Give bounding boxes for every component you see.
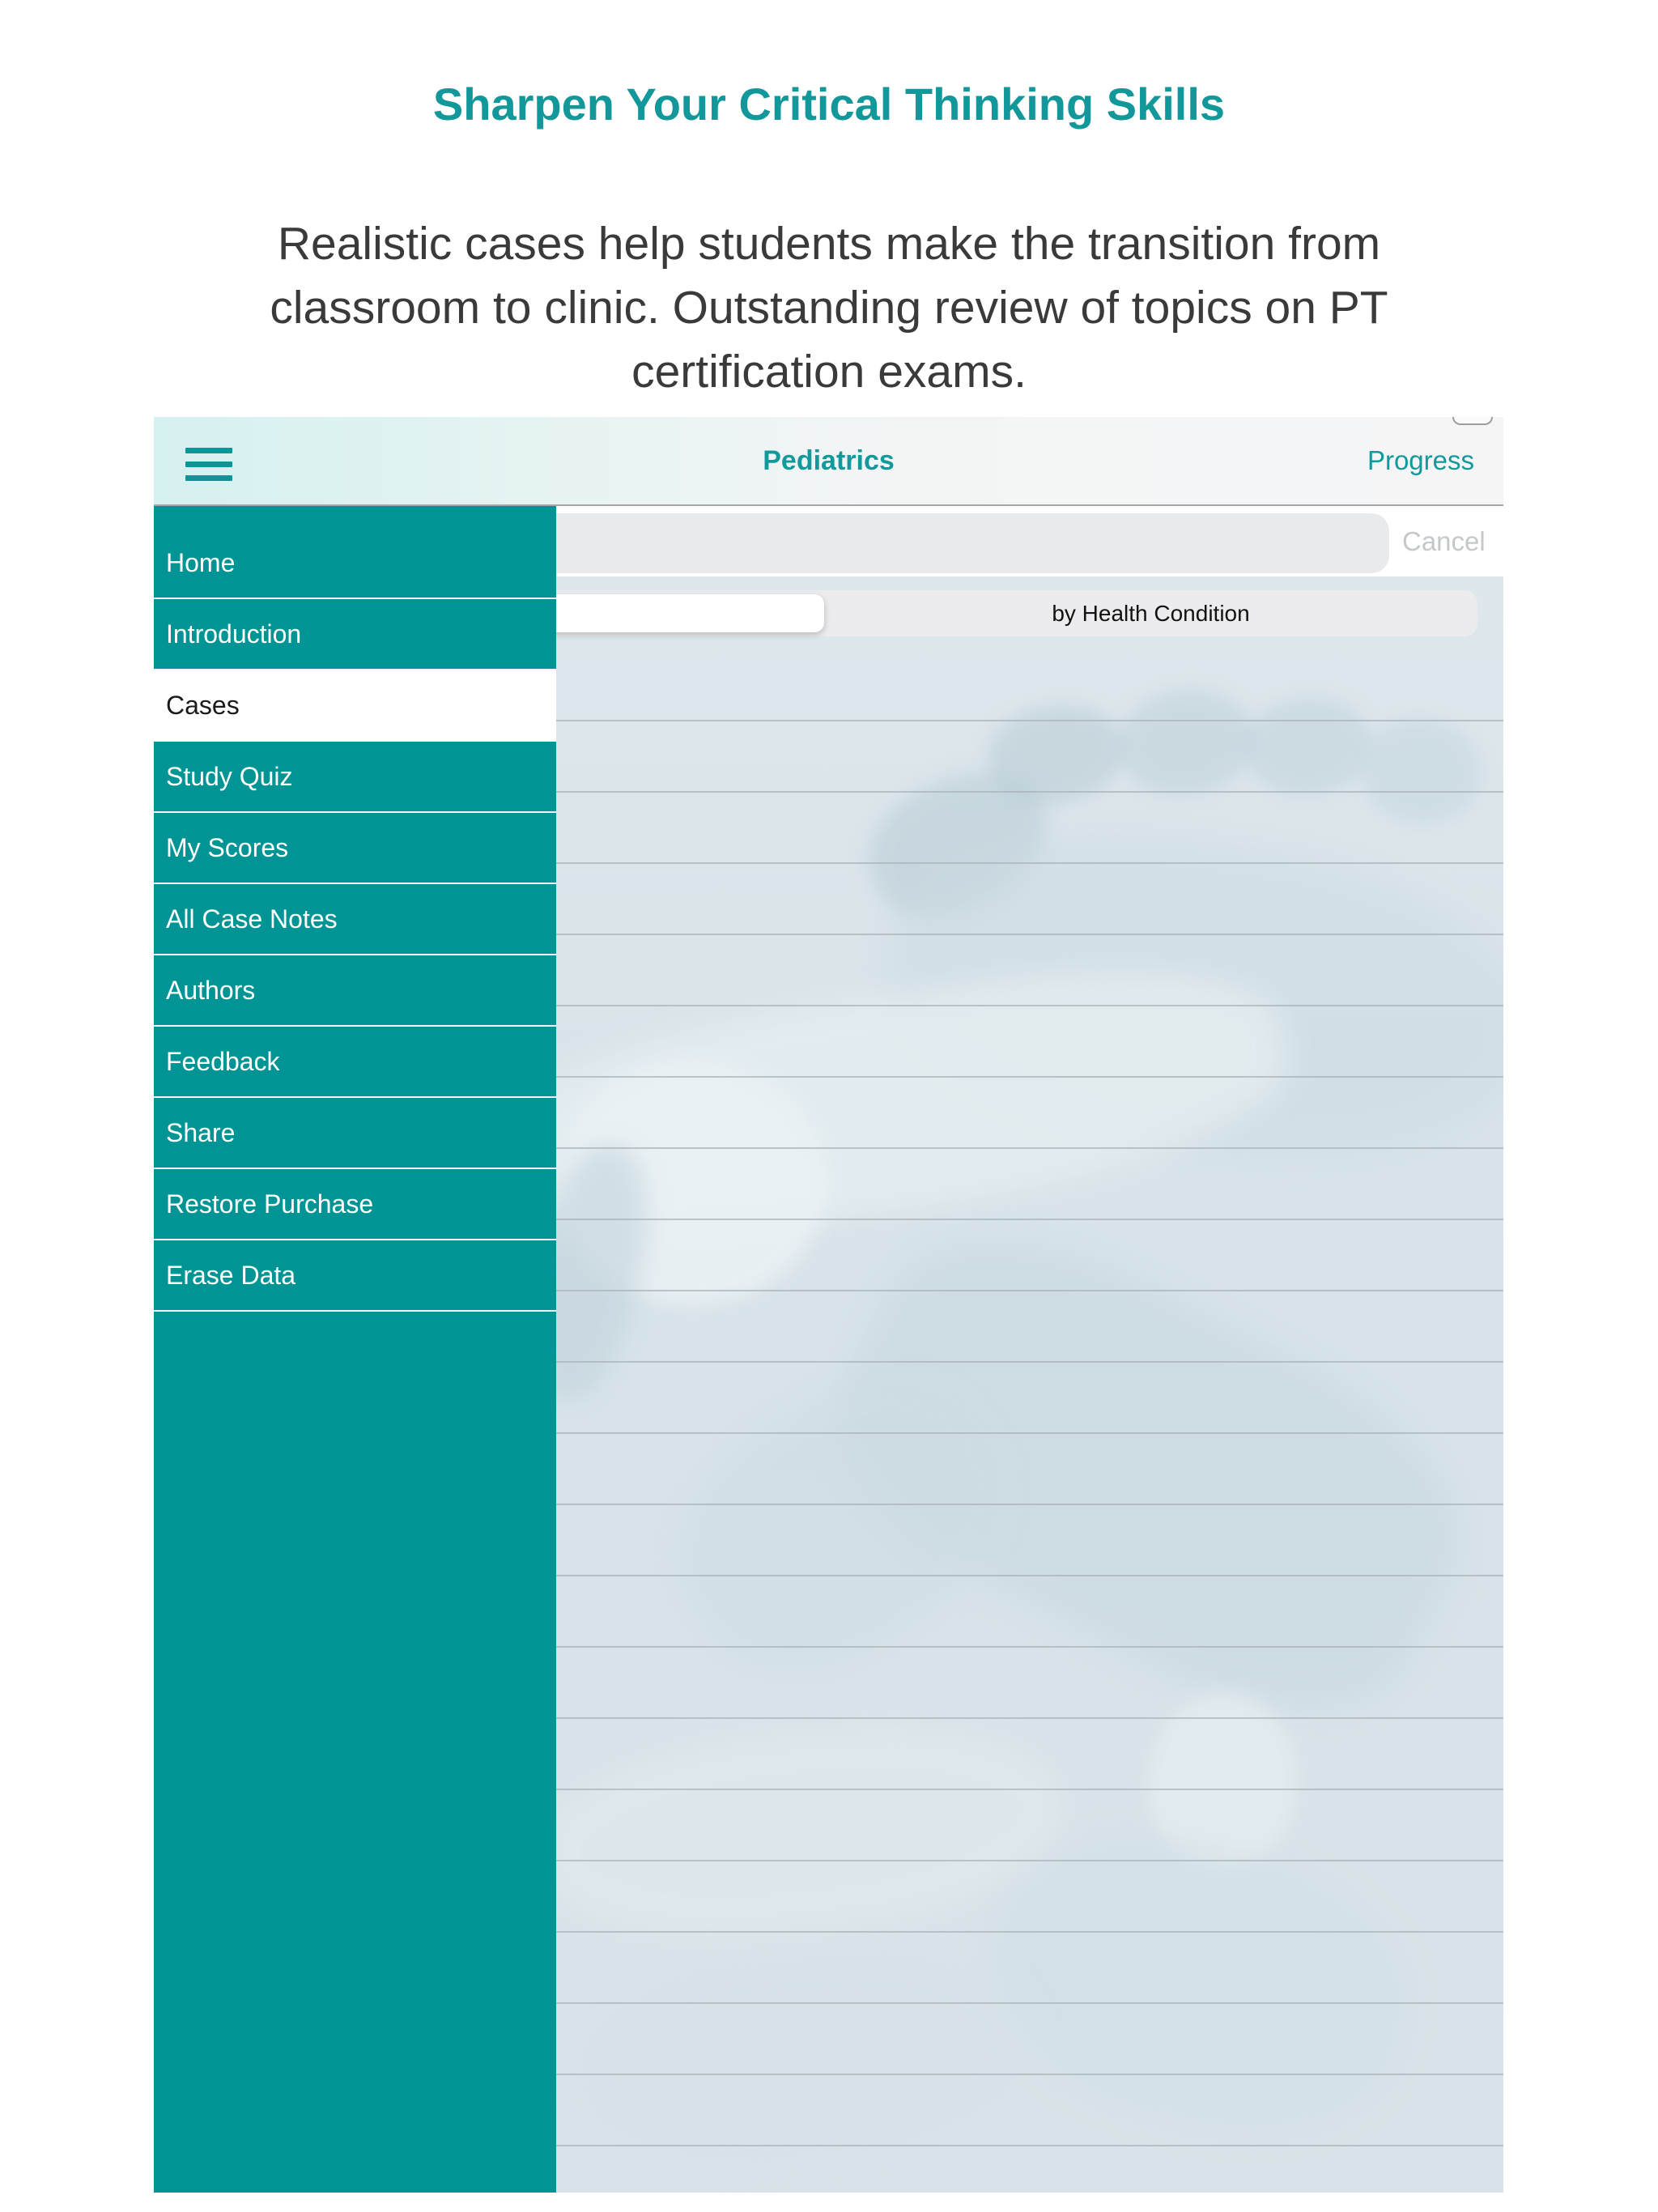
menu-item-restore-purchase[interactable]: Restore Purchase: [154, 1169, 556, 1240]
cancel-button[interactable]: Cancel: [1402, 506, 1486, 576]
popover-grabber-icon: [1452, 417, 1493, 425]
menu-item-erase-data[interactable]: Erase Data: [154, 1240, 556, 1312]
photo-shape: [1239, 694, 1375, 800]
photo-shape: [1111, 681, 1261, 804]
drawer-menu-list: [154, 506, 556, 1312]
photo-shape: [1355, 713, 1487, 830]
nav-title: Pediatrics: [763, 445, 895, 476]
subtitle-line: classroom to clinic. Outstanding review of topics on PT: [270, 282, 1388, 334]
drawer-menu: [154, 506, 556, 2193]
menu-item-all-case-notes[interactable]: All Case Notes: [154, 884, 556, 955]
filter-segmented-control: [502, 590, 1477, 636]
photo-shape: [979, 693, 1133, 817]
subtitle-line: certification exams.: [631, 346, 1027, 398]
menu-item-feedback[interactable]: Feedback: [154, 1027, 556, 1098]
photo-shape: [848, 746, 1071, 942]
segment-by-health-condition[interactable]: by Health Condition: [824, 590, 1477, 636]
photo-shape: [961, 1801, 1436, 2170]
menu-item-share[interactable]: Share: [154, 1098, 556, 1169]
menu-item-my-scores[interactable]: My Scores: [154, 813, 556, 884]
app-screenshot: [154, 417, 1503, 2193]
menu-item-authors[interactable]: Authors: [154, 955, 556, 1027]
menu-item-introduction[interactable]: Introduction: [154, 599, 556, 670]
page-subtitle: [0, 212, 1658, 404]
photo-shape: [633, 1329, 1051, 1718]
photo-shape: [534, 1708, 1069, 1955]
nav-bar: [154, 417, 1503, 506]
menu-item-home[interactable]: Home: [154, 528, 556, 599]
menu-item-study-quiz[interactable]: Study Quiz: [154, 742, 556, 813]
progress-button[interactable]: Progress: [1367, 445, 1474, 475]
subtitle-line: Realistic cases help students make the transition from: [277, 218, 1381, 270]
page-title: Sharpen Your Critical Thinking Skills: [432, 79, 1226, 130]
photo-shape: [864, 800, 1503, 1195]
photo-shape: [791, 1180, 1503, 1770]
menu-item-cases[interactable]: Cases: [154, 670, 556, 742]
photo-shape: [559, 1062, 826, 1305]
